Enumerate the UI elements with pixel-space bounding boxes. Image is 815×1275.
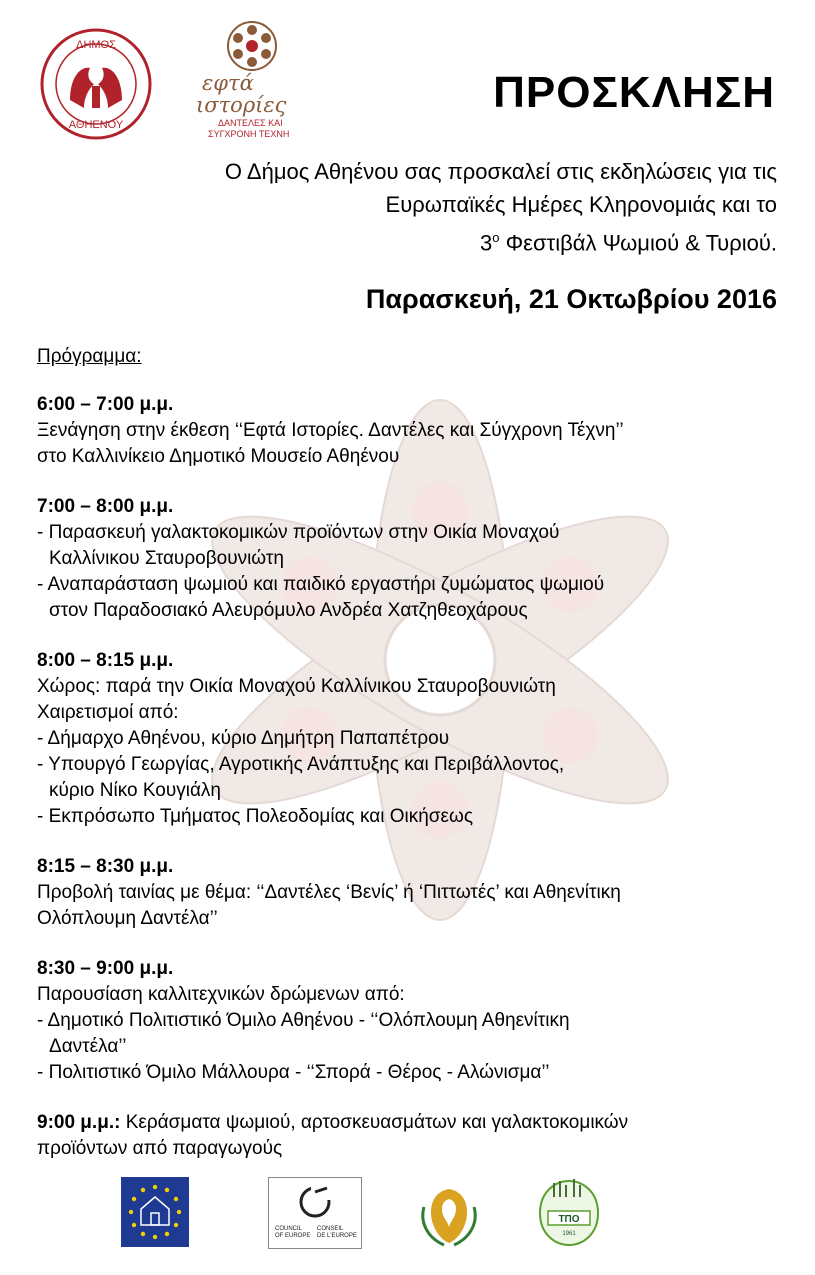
final-line-2: προϊόντων από παραγωγούς bbox=[37, 1138, 283, 1159]
european-heritage-days-logo bbox=[121, 1177, 189, 1247]
final-text: Κεράσματα ψωμιού, αρτοσκευασμάτων και γαλακτοκομικών bbox=[120, 1112, 629, 1133]
festival-ordinal: ο bbox=[492, 230, 500, 245]
block-line: - Εκπρόσωπο Τμήματος Πολεοδομίας και Οικήσεως bbox=[37, 806, 473, 827]
program-final bbox=[37, 1110, 787, 1162]
program-block-4 bbox=[37, 854, 787, 932]
block-line: Προβολή ταινίας με θέμα: ‘‘Δαντέλες ‘Βενίς’ ή ‘Πιττωτές’ και Αθηενίτικη bbox=[37, 882, 621, 903]
block-line: στον Παραδοσιακό Αλευρόμυλο Ανδρέα Χατζηθεοχάρους bbox=[49, 600, 528, 621]
festival-name: Φεστιβάλ Ψωμιού & Τυριού. bbox=[499, 230, 777, 256]
logo-top-text: ΔΗΜΟΣ bbox=[76, 39, 116, 51]
council-line-2a: OF EUROPE bbox=[275, 1233, 311, 1239]
program bbox=[37, 344, 787, 1186]
program-block-5 bbox=[37, 956, 787, 1086]
block-time: 6:00 – 7:00 μ.μ. bbox=[37, 394, 174, 415]
block-line: κύριο Νίκο Κουγιάλη bbox=[49, 780, 221, 801]
intro-line-1: Ο Δήμος Αθηένου σας προσκαλεί στις εκδηλώσεις για τις bbox=[224, 159, 777, 184]
tpo-text: ΤΠΟ bbox=[558, 1214, 580, 1225]
block-line: - Παρασκευή γαλακτοκομικών προϊόντων στην Οικία Μοναχού bbox=[37, 522, 560, 543]
block-time: 8:15 – 8:30 μ.μ. bbox=[37, 856, 174, 877]
council-line-2b: DE L'EUROPE bbox=[317, 1233, 357, 1239]
exhibition-subtitle-2: ΣΥΓΧΡΟΝΗ ΤΕΧΝΗ bbox=[208, 129, 290, 139]
block-line: - Αναπαράσταση ψωμιού και παιδικό εργαστήρι ζυμώματος ψωμιού bbox=[37, 574, 605, 595]
council-line-1a: COUNCIL bbox=[275, 1226, 303, 1232]
block-line: στο Καλλινίκειο Δημοτικό Μουσείο Αθηένου bbox=[37, 446, 400, 467]
block-line: Ολόπλουμη Δαντέλα’’ bbox=[37, 908, 218, 929]
logo-bottom-text: ΑΘΗΕΝΟΥ bbox=[68, 119, 124, 131]
block-line: Καλλίνικου Σταυροβουνιώτη bbox=[49, 548, 284, 569]
block-time: 7:00 – 8:00 μ.μ. bbox=[37, 496, 174, 517]
cyprus-coat-of-arms bbox=[414, 1177, 484, 1249]
block-line: - Δήμαρχο Αθηένου, κύριο Δημήτρη Παπαπέτρου bbox=[37, 728, 450, 749]
program-heading: Πρόγραμμα: bbox=[37, 346, 142, 367]
block-line: Χώρος: παρά την Οικία Μοναχού Καλλίνικου Σταυροβουνιώτη bbox=[37, 676, 556, 697]
block-line: Ξενάγηση στην έκθεση ‘‘Εφτά Ιστορίες. Δαντέλες και Σύγχρονη Τέχνη’’ bbox=[37, 420, 624, 441]
festival-number: 3 bbox=[479, 230, 493, 256]
lace-flower-icon bbox=[226, 20, 278, 72]
block-time: 8:30 – 9:00 μ.μ. bbox=[37, 958, 174, 979]
exhibition-title-1: εφτά bbox=[202, 71, 254, 95]
council-of-europe-emblem-icon bbox=[297, 1184, 333, 1220]
exhibition-title-2: ιστορίες bbox=[196, 93, 287, 117]
exhibition-subtitle-1: ΔΑΝΤΕΛΕΣ ΚΑΙ bbox=[218, 118, 283, 128]
town-planning-dept-logo bbox=[530, 1173, 608, 1251]
intro-line-3 bbox=[77, 221, 777, 259]
tpo-year: 1961 bbox=[562, 1231, 576, 1237]
council-of-europe-logo bbox=[268, 1177, 362, 1249]
block-line: Χαιρετισμοί από: bbox=[37, 702, 179, 723]
municipality-logo bbox=[40, 28, 152, 140]
block-line: Δαντέλα’’ bbox=[49, 1036, 127, 1057]
program-block-2 bbox=[37, 494, 787, 624]
block-line: Παρουσίαση καλλιτεχνικών δρώμενων από: bbox=[37, 984, 405, 1005]
final-time: 9:00 μ.μ.: bbox=[37, 1112, 121, 1133]
final-line-1 bbox=[37, 1110, 787, 1136]
sponsor-logos bbox=[0, 1173, 815, 1253]
intro-line-2: Ευρωπαϊκές Ημέρες Κληρονομιάς και το bbox=[385, 192, 777, 217]
intro-text bbox=[77, 155, 777, 259]
council-text-fr bbox=[317, 1226, 357, 1240]
council-line-1b: CONSEIL bbox=[317, 1226, 344, 1232]
block-line: - Πολιτιστικό Όμιλο Μάλλουρα - ‘‘Σπορά - Θέρος - Αλώνισμα’’ bbox=[37, 1062, 550, 1083]
program-block-1 bbox=[37, 392, 787, 470]
block-line: - Δημοτικό Πολιτιστικό Όμιλο Αθηένου - ‘‘Ολόπλουμη Αθηενίτικη bbox=[37, 1010, 570, 1031]
block-line: - Υπουργό Γεωργίας, Αγροτικής Ανάπτυξης και Περιβάλλοντος, bbox=[37, 754, 565, 775]
exhibition-logo bbox=[196, 20, 306, 140]
block-time: 8:00 – 8:15 μ.μ. bbox=[37, 650, 174, 671]
council-text-en bbox=[275, 1226, 310, 1240]
event-date: Παρασκευή, 21 Οκτωβρίου 2016 bbox=[365, 284, 777, 314]
page-title: ΠΡΟΣΚΛΗΣΗ bbox=[493, 68, 775, 117]
program-block-3 bbox=[37, 648, 787, 830]
